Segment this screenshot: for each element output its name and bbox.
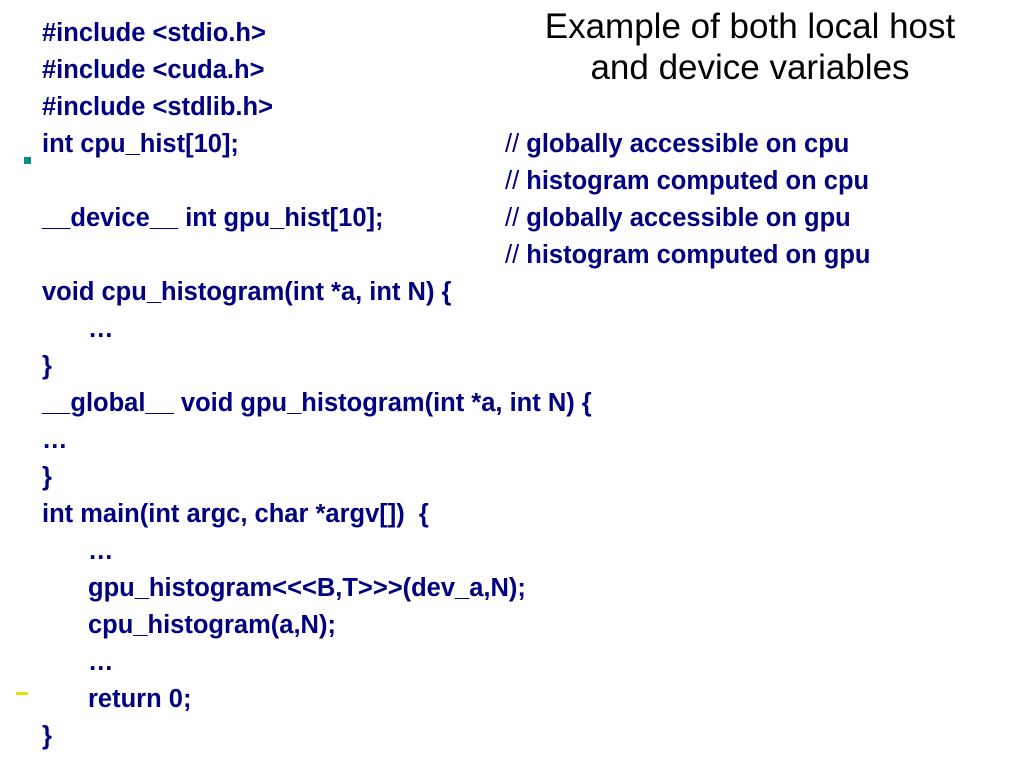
code-comment (505, 166, 869, 196)
slide-title-line-1: Example of both local host (544, 7, 956, 46)
code-line: … (88, 648, 114, 676)
code-line: … (42, 426, 68, 454)
code-line: cpu_histogram(a,N); (88, 611, 336, 639)
code-line: #include <stdio.h> (42, 19, 266, 47)
code-comment (505, 129, 849, 159)
comment-text: globally accessible on gpu (519, 204, 851, 232)
slide-title-line-2: and device variables (590, 48, 910, 87)
comment-text: histogram computed on cpu (519, 167, 870, 195)
code-line: void cpu_histogram(int *a, int N) { (42, 278, 452, 306)
code-comment (505, 240, 871, 270)
code-line: int cpu_hist[10]; (42, 130, 239, 158)
code-line: } (42, 722, 52, 750)
comment-slashes: // (505, 167, 520, 195)
code-line: … (88, 537, 114, 565)
code-line: … (88, 315, 114, 343)
code-comment (505, 203, 851, 233)
comment-text: histogram computed on gpu (519, 241, 871, 269)
code-line: int main(int argc, char *argv[]) { (42, 500, 429, 528)
bullet-dash-icon (16, 692, 28, 695)
comment-slashes: // (505, 204, 520, 232)
code-line: gpu_histogram<<<B,T>>>(dev_a,N); (88, 574, 526, 602)
slide-title (490, 6, 1010, 88)
code-line: } (42, 463, 52, 491)
code-line: #include <cuda.h> (42, 56, 265, 84)
comment-slashes: // (505, 241, 520, 269)
comment-slashes: // (505, 130, 520, 158)
code-line: __global__ void gpu_histogram(int *a, int N) { (42, 389, 592, 417)
code-line: __device__ int gpu_hist[10]; (42, 204, 384, 232)
code-line: return 0; (88, 685, 192, 713)
code-line: } (42, 352, 52, 380)
code-line: #include <stdlib.h> (42, 93, 273, 121)
bullet-square-icon (24, 157, 31, 164)
comment-text: globally accessible on cpu (519, 130, 850, 158)
